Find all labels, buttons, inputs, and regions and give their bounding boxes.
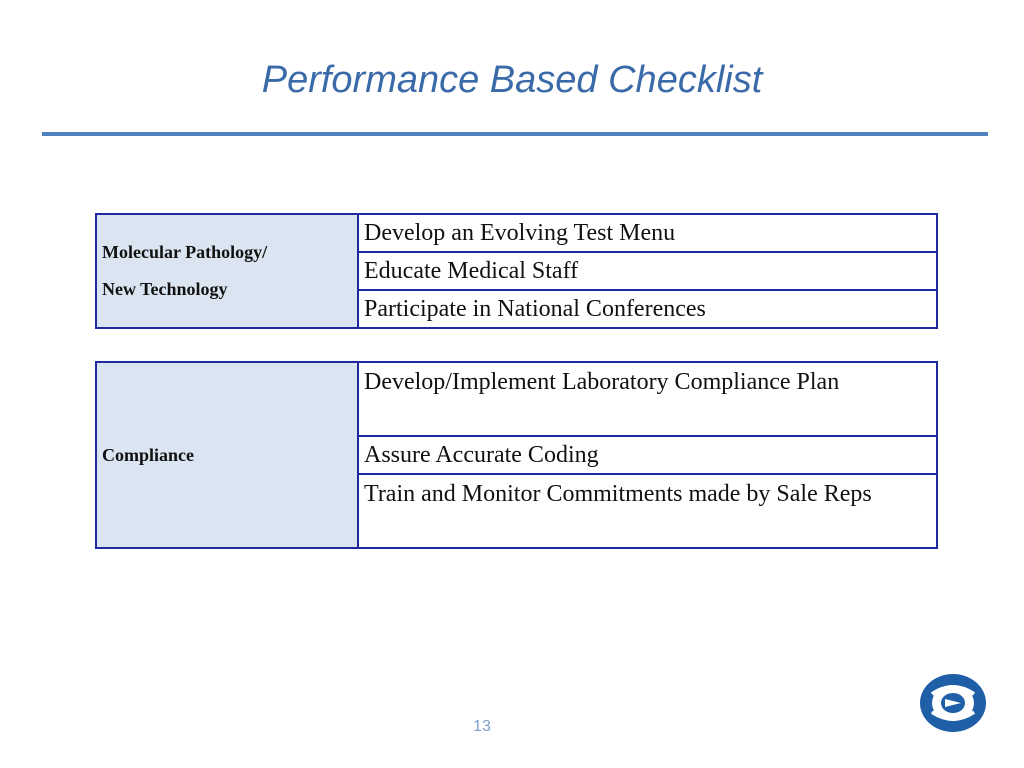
- category-label: Compliance: [102, 444, 194, 465]
- category-label: New Technology: [102, 279, 228, 299]
- checklist-item: Develop/Implement Laboratory Compliance Plan: [358, 362, 937, 436]
- organization-logo-icon: [918, 672, 988, 734]
- checklist-item: Assure Accurate Coding: [358, 436, 937, 474]
- checklist-table-molecular: [95, 213, 938, 329]
- page-number: 13: [473, 718, 491, 735]
- table-row: [96, 214, 937, 252]
- category-cell: [96, 362, 358, 548]
- checklist-table-compliance: [95, 361, 938, 549]
- checklist-item: Train and Monitor Commitments made by Sale Reps: [358, 474, 937, 548]
- title-divider: [42, 132, 988, 136]
- table-row: [96, 362, 937, 436]
- category-label: Molecular Pathology/: [102, 242, 268, 262]
- checklist-item: Participate in National Conferences: [358, 290, 937, 328]
- checklist-item: Develop an Evolving Test Menu: [358, 214, 937, 252]
- slide-title: Performance Based Checklist: [261, 59, 763, 101]
- checklist-item: Educate Medical Staff: [358, 252, 937, 290]
- category-cell: [96, 214, 358, 328]
